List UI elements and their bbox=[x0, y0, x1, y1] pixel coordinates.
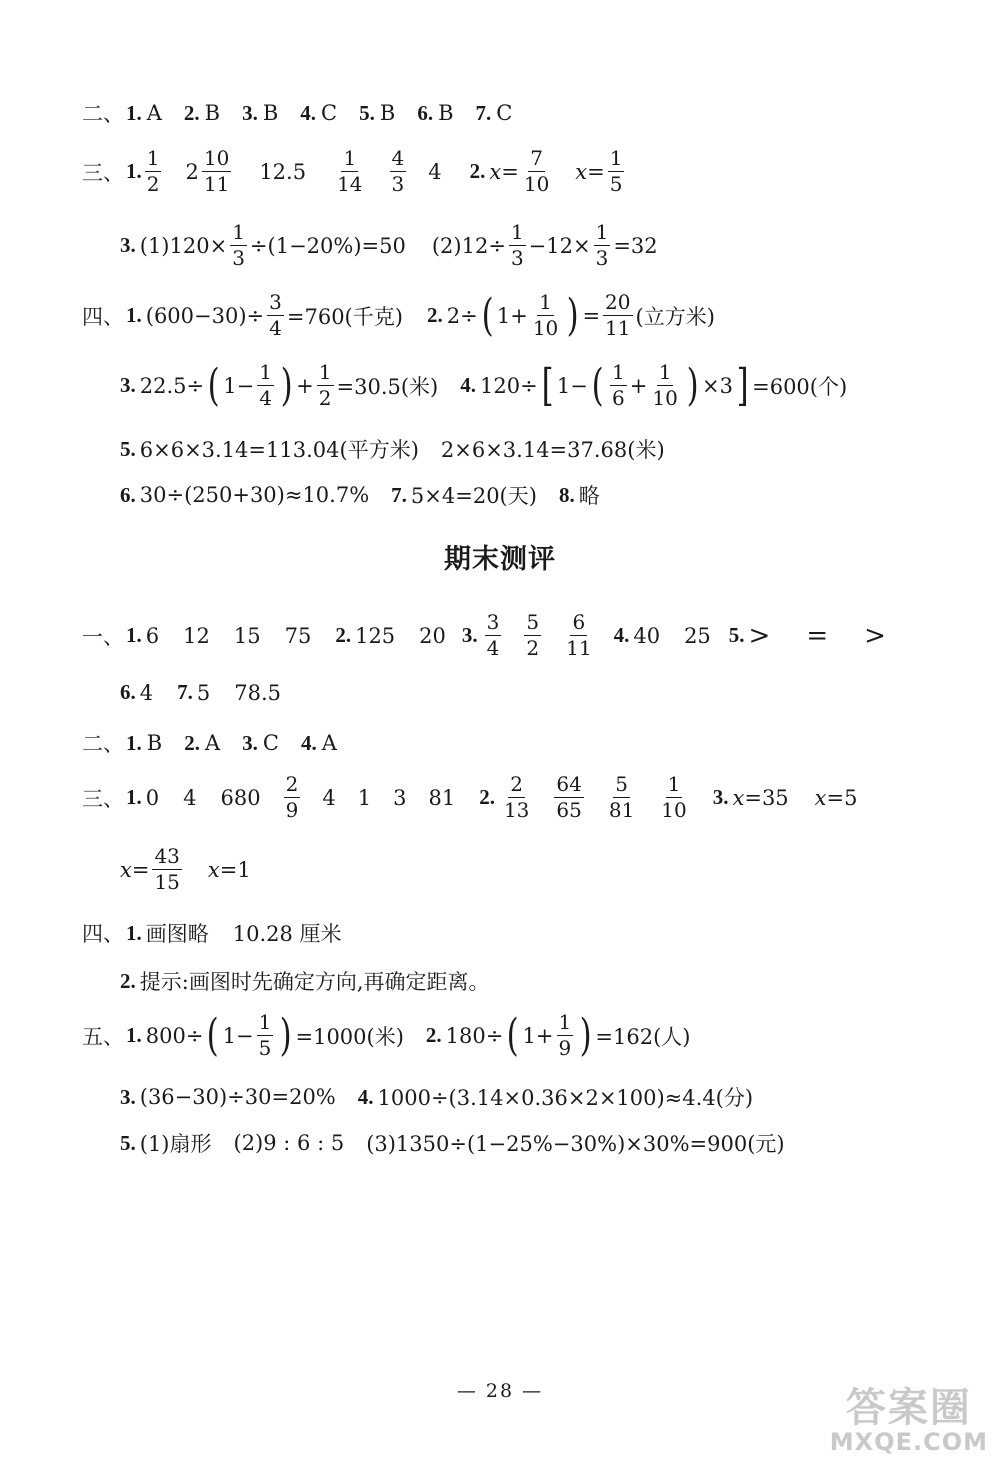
value: 4 bbox=[183, 785, 197, 810]
bracket-right: ] bbox=[736, 359, 749, 411]
item-number: 5. bbox=[120, 1130, 136, 1155]
item-number: 1. bbox=[126, 920, 142, 945]
fraction: $\frac{4}{3}$ bbox=[391, 146, 405, 196]
section-label: 三、 bbox=[82, 160, 124, 185]
section-label: 二、 bbox=[82, 102, 124, 126]
value: 125 bbox=[355, 623, 396, 648]
fraction: $\frac{3}{4}$ bbox=[269, 290, 282, 340]
item-number: 3. bbox=[242, 730, 258, 755]
expr: + bbox=[296, 373, 314, 398]
item-number: 1. bbox=[126, 1023, 142, 1047]
item-number: 4. bbox=[357, 1084, 374, 1109]
expr: 1+ bbox=[522, 1023, 554, 1048]
item-number: 6. bbox=[417, 100, 434, 125]
expr: 22.5÷ bbox=[139, 373, 205, 398]
answer-line-4-1 bbox=[82, 289, 715, 341]
fraction: $\frac{3}{4}$ bbox=[486, 610, 500, 660]
answer: B bbox=[379, 101, 396, 125]
item-number: 2. bbox=[183, 100, 200, 125]
expr: (3)1350÷(1−25%−30%)×30%=900(元) bbox=[366, 1132, 785, 1156]
value: 81 bbox=[428, 785, 456, 810]
answer: B bbox=[146, 731, 163, 755]
final-line-5-5 bbox=[120, 1128, 785, 1158]
item-number: 2. bbox=[120, 968, 136, 993]
final-line-4-1 bbox=[82, 918, 342, 948]
fraction: $\frac{1}{10}$ bbox=[532, 290, 559, 340]
answer: B bbox=[438, 101, 454, 125]
expr: =162(人) bbox=[595, 1024, 691, 1049]
expr: (1)120× bbox=[139, 233, 228, 258]
expr: 1− bbox=[222, 1023, 254, 1048]
equals: = bbox=[587, 159, 605, 184]
item-number: 2. bbox=[426, 303, 443, 327]
expr: 6×6×3.14=113.04(平方米) bbox=[139, 438, 419, 462]
variable: x bbox=[732, 785, 745, 810]
item-number: 6. bbox=[120, 680, 136, 704]
mixed-whole: 2 bbox=[185, 159, 199, 184]
section-label: 四、 bbox=[82, 922, 124, 946]
answer: B bbox=[262, 101, 279, 125]
item-number: 4. bbox=[300, 100, 317, 125]
item-number: 1. bbox=[126, 623, 142, 647]
fraction: $\frac{1}{10}$ bbox=[661, 772, 687, 822]
expr: 提示:画图时先确定方向,再确定距离。 bbox=[139, 970, 490, 994]
value: 12 bbox=[183, 623, 210, 648]
section-label: 二、 bbox=[82, 732, 124, 756]
equals: = bbox=[131, 857, 150, 882]
expr: 10.28 厘米 bbox=[232, 922, 342, 946]
item-number: 5. bbox=[359, 100, 375, 125]
final-line-4-2 bbox=[120, 966, 490, 996]
item-number: 4. bbox=[613, 623, 630, 647]
expr: 1− bbox=[556, 373, 588, 398]
expr: ×3 bbox=[701, 373, 733, 398]
expr: =32 bbox=[613, 233, 658, 258]
answer-line-4-3 bbox=[120, 359, 848, 411]
expr: 120÷ bbox=[480, 373, 538, 398]
paren-left: ( bbox=[591, 359, 604, 411]
fraction: $\frac{64}{65}$ bbox=[556, 772, 582, 822]
answer-line-4-6 bbox=[120, 480, 600, 510]
expr: (立方米) bbox=[635, 304, 715, 329]
section-label: 一、 bbox=[82, 624, 124, 649]
fraction: $\frac{1}{10}$ bbox=[652, 360, 678, 410]
answer: A bbox=[321, 731, 337, 755]
answer-line-3-3 bbox=[120, 222, 658, 269]
symbol: > bbox=[748, 620, 771, 651]
section-label: 三、 bbox=[82, 786, 124, 811]
equals: = bbox=[501, 159, 519, 184]
item-number: 3. bbox=[712, 785, 729, 809]
fraction: $\frac{1}{2}$ bbox=[146, 146, 160, 196]
answer-line-4-5 bbox=[120, 434, 665, 464]
fraction: $\frac{1}{14}$ bbox=[337, 146, 363, 196]
section-label: 五、 bbox=[82, 1024, 124, 1049]
fraction: $\frac{10}{11}$ bbox=[203, 146, 230, 196]
item-number: 2. bbox=[479, 785, 495, 809]
value: 12.5 bbox=[259, 159, 307, 184]
expr: =600(个) bbox=[752, 374, 848, 399]
item-number: 3. bbox=[461, 623, 478, 647]
item-number: 1. bbox=[126, 785, 142, 809]
fraction: $\frac{6}{11}$ bbox=[566, 610, 592, 660]
paren-right: ) bbox=[579, 1009, 592, 1061]
symbol: > bbox=[864, 620, 886, 651]
answer: C bbox=[321, 101, 338, 125]
expr: 1+ bbox=[496, 303, 528, 328]
fraction: $\frac{1}{3}$ bbox=[232, 220, 245, 270]
value: 6 bbox=[145, 623, 160, 648]
section-label: 四、 bbox=[82, 304, 124, 329]
expr: =30.5(米) bbox=[336, 374, 439, 399]
item-number: 3. bbox=[120, 233, 136, 257]
expr: 2×6×3.14=37.68(米) bbox=[440, 438, 665, 462]
item-number: 7. bbox=[475, 100, 492, 125]
fraction: $\frac{1}{9}$ bbox=[558, 1010, 572, 1060]
final-line-3-3-cont bbox=[120, 846, 251, 893]
section-title: 期末测评 bbox=[444, 544, 556, 575]
variable: x bbox=[207, 857, 220, 882]
item-number: 3. bbox=[120, 373, 136, 397]
expr: =760(千克) bbox=[286, 304, 403, 329]
expr: (600−30)÷ bbox=[145, 303, 265, 328]
item-number: 1. bbox=[126, 100, 142, 125]
item-number: 1. bbox=[126, 303, 142, 327]
expr: (36−30)÷30=20% bbox=[139, 1085, 336, 1109]
variable: x bbox=[814, 785, 827, 810]
expr: −12× bbox=[528, 233, 591, 258]
item-number: 3. bbox=[242, 100, 258, 125]
value: 680 bbox=[220, 785, 261, 810]
fraction: $\frac{2}{9}$ bbox=[285, 772, 299, 822]
fraction: $\frac{7}{10}$ bbox=[523, 146, 550, 196]
value: 40 bbox=[633, 623, 661, 648]
final-line-1-6 bbox=[120, 680, 281, 705]
variable: x bbox=[575, 159, 588, 184]
answer: C bbox=[262, 731, 279, 755]
final-line-2-1 bbox=[82, 728, 337, 758]
fraction: $\frac{1}{4}$ bbox=[259, 360, 272, 410]
fraction: $\frac{1}{5}$ bbox=[258, 1010, 272, 1060]
item-number: 4. bbox=[300, 730, 317, 755]
final-line-1-1 bbox=[82, 612, 886, 659]
watermark-logo: 答案圈 MXQE.COM bbox=[829, 1385, 988, 1456]
value: 75 bbox=[284, 623, 312, 648]
answer: A bbox=[146, 101, 162, 125]
paren-left: ( bbox=[207, 1009, 220, 1061]
fraction: $\frac{1}{3}$ bbox=[595, 220, 609, 270]
expr: =1000(米) bbox=[295, 1024, 404, 1049]
expr: 1000÷(3.14×0.36×2×100)≈4.4(分) bbox=[377, 1086, 754, 1110]
answer: B bbox=[204, 101, 221, 125]
value: 3 bbox=[393, 785, 407, 810]
value: 15 bbox=[233, 623, 261, 648]
expr: 2÷ bbox=[446, 303, 478, 328]
fraction: $\frac{5}{81}$ bbox=[608, 772, 635, 822]
expr: (2)9 : 6 : 5 bbox=[233, 1131, 345, 1155]
fraction: $\frac{1}{2}$ bbox=[318, 360, 332, 410]
answer: C bbox=[496, 101, 513, 125]
value: 20 bbox=[419, 623, 446, 648]
item-number: 1. bbox=[126, 159, 142, 183]
value: 0 bbox=[145, 785, 160, 810]
paren-left: ( bbox=[506, 1009, 519, 1061]
expr: 180÷ bbox=[445, 1023, 504, 1048]
expr: ÷(1−20%)=50 bbox=[249, 233, 406, 258]
fraction: $\frac{5}{2}$ bbox=[526, 610, 540, 660]
value: 4 bbox=[428, 159, 442, 184]
fraction: $\frac{1}{5}$ bbox=[609, 146, 623, 196]
value: 4 bbox=[322, 785, 336, 810]
item-number: 7. bbox=[391, 482, 407, 507]
fraction: $\frac{1}{3}$ bbox=[510, 220, 524, 270]
page-number: — 28 — bbox=[456, 1380, 544, 1402]
item-number: 1. bbox=[126, 730, 142, 755]
expr: =5 bbox=[826, 785, 858, 810]
final-line-3-1 bbox=[82, 774, 857, 821]
expr: 30÷(250+30)≈10.7% bbox=[139, 483, 370, 507]
item-number: 2. bbox=[425, 1023, 442, 1047]
item-number: 2. bbox=[335, 623, 352, 647]
expr: 画图略 bbox=[145, 922, 209, 946]
expr: 略 bbox=[578, 484, 600, 508]
item-number: 5. bbox=[728, 623, 745, 647]
fraction: $\frac{1}{6}$ bbox=[612, 360, 625, 410]
item-number: 6. bbox=[120, 482, 136, 507]
expr: (2)12÷ bbox=[431, 233, 506, 258]
value: 4 bbox=[139, 680, 154, 705]
paren-right: ) bbox=[566, 289, 579, 341]
value: 5 bbox=[196, 680, 211, 705]
item-number: 2. bbox=[184, 730, 200, 755]
final-line-5-3 bbox=[120, 1082, 753, 1112]
fraction: $\frac{20}{11}$ bbox=[605, 290, 631, 340]
value: 78.5 bbox=[234, 680, 282, 705]
expr: (1)扇形 bbox=[139, 1132, 212, 1156]
symbol: = bbox=[806, 620, 829, 651]
final-line-5-1 bbox=[82, 1009, 691, 1061]
expr: 800÷ bbox=[145, 1023, 204, 1048]
paren-right: ) bbox=[279, 1009, 292, 1061]
expr: 5×4=20(天) bbox=[410, 484, 537, 508]
item-number: 7. bbox=[177, 680, 193, 704]
paren-left: ( bbox=[481, 289, 494, 341]
item-number: 5. bbox=[120, 436, 136, 461]
fraction: $\frac{2}{13}$ bbox=[503, 772, 530, 822]
variable: x bbox=[120, 857, 132, 882]
paren-right: ) bbox=[280, 359, 293, 411]
paren-left: ( bbox=[207, 359, 220, 411]
variable: x bbox=[489, 159, 502, 184]
expr: =35 bbox=[744, 785, 789, 810]
answer: A bbox=[204, 731, 221, 755]
value: 1 bbox=[357, 785, 372, 810]
value: 25 bbox=[684, 623, 711, 648]
expr: 1− bbox=[223, 373, 255, 398]
fraction: $\frac{43}{15}$ bbox=[154, 844, 180, 894]
item-number: 3. bbox=[120, 1084, 136, 1109]
item-number: 8. bbox=[558, 482, 575, 507]
expr: + bbox=[629, 373, 648, 398]
item-number: 2. bbox=[469, 159, 486, 183]
answer-line-2-1 bbox=[82, 98, 512, 128]
answer-line-3-1 bbox=[82, 148, 627, 195]
expr: = bbox=[582, 303, 601, 328]
bracket-left: [ bbox=[541, 359, 554, 411]
expr: =1 bbox=[219, 857, 251, 882]
paren-right: ) bbox=[686, 359, 699, 411]
item-number: 4. bbox=[460, 373, 476, 397]
